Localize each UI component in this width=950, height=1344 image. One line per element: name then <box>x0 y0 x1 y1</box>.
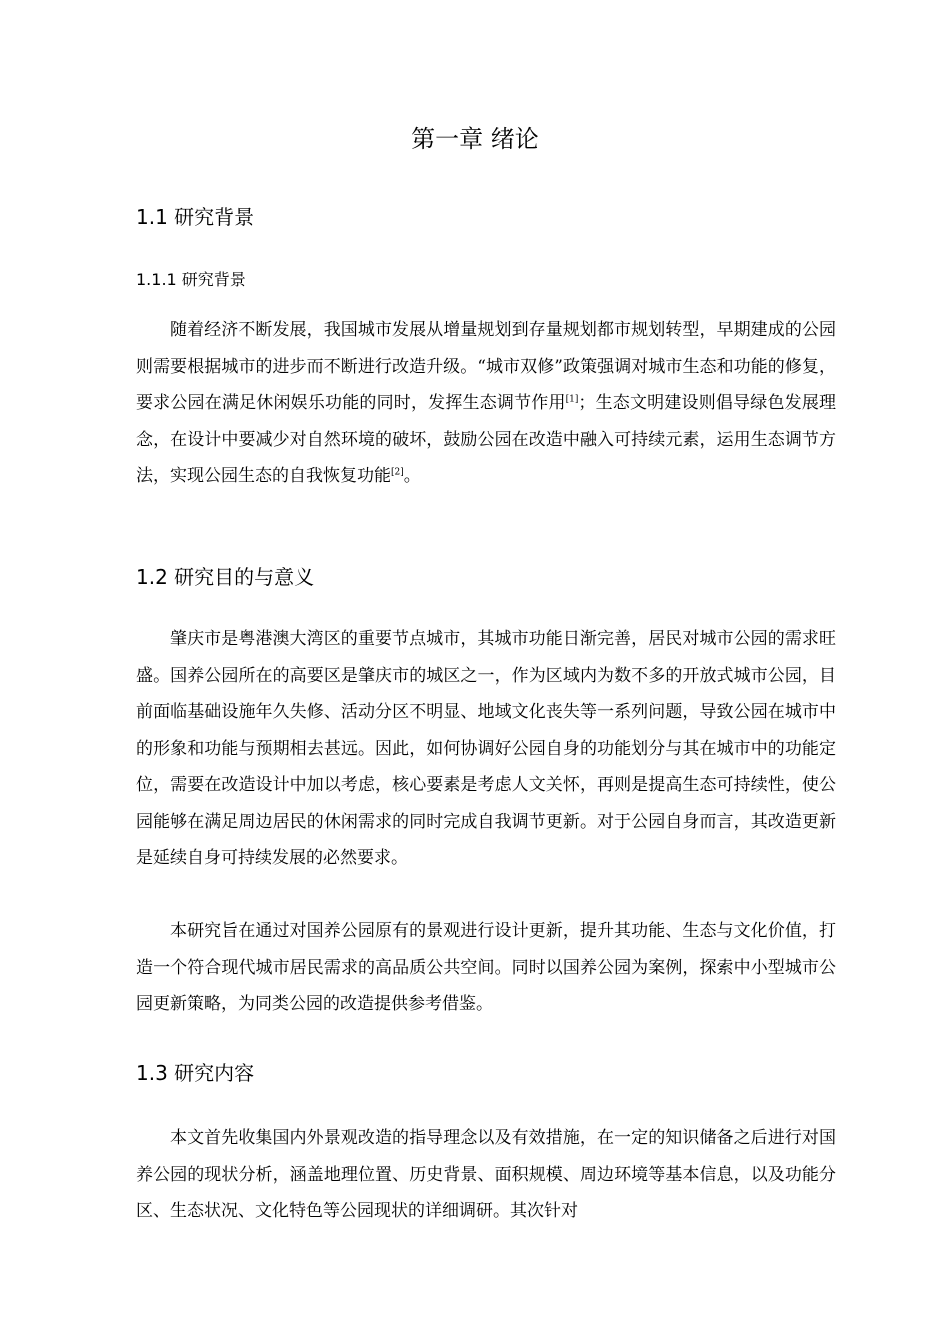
paragraph-content-1: 本文首先收集国内外景观改造的指导理念以及有效措施，在一定的知识储备之后进行对国养公园的现状分析，涵盖地理位置、历史背景、面积规模、周边环境等基本信息，以及功能分区、生态状况、文化特色等公园现状的详细调研。其次针对 <box>136 1128 836 1221</box>
section-heading-1-2: 1.2 研究目的与意义 <box>136 565 315 589</box>
paragraph-background-part1: 随着经济不断发展，我国城市发展从增量规划到存量规划都市规划转型，早期建成的公园则需要根据城市的进步而不断进行改造升级。“城市双修”政策强调对城市生态和功能的修复，要求公园在满足休闲娱乐功能的同时，发挥生态调节作用 <box>136 320 836 413</box>
chapter-title: 第一章 绪论 <box>411 125 539 153</box>
paragraph-purpose-2: 本研究旨在通过对国养公园原有的景观进行设计更新，提升其功能、生态与文化价值，打造一个符合现代城市居民需求的高品质公共空间。同时以国养公园为案例，探索中小型城市公园更新策略，为同类公园的改造提供参考借鉴。 <box>136 921 836 1014</box>
citation-ref-1: [1] <box>565 394 579 405</box>
paragraph-background-part3: 。 <box>403 466 421 486</box>
paragraph-background-part2: ；生态文明建设则倡导绿色发展理念，在设计中要减少对自然环境的破坏，鼓励公园在改造中融入可持续元素，运用生态调节方法，实现公园生态的自我恢复功能 <box>136 393 837 486</box>
paragraph-purpose-1: 肇庆市是粤港澳大湾区的重要节点城市，其城市功能日渐完善，居民对城市公园的需求旺盛。国养公园所在的高要区是肇庆市的城区之一，作为区域内为数不多的开放式城市公园，目前面临基础设施年久失修、活动分区不明显、地域文化丧失等一系列问题，导致公园在城市中的形象和功能与预期相去甚远。因此，如何协调好公园自身的功能划分与其在城市中的功能定位，需要在改造设计中加以考虑，核心要素是考虑人文关怀，再则是提高生态可持续性，使公园能够在满足周边居民的休闲需求的同时完成自我调节更新。对于公园自身而言，其改造更新是延续自身可持续发展的必然要求。 <box>136 629 836 868</box>
subsection-heading-1-1-1: 1.1.1 研究背景 <box>136 270 246 289</box>
section-heading-1-3: 1.3 研究内容 <box>136 1061 255 1085</box>
section-heading-1-1: 1.1 研究背景 <box>136 205 255 229</box>
paragraph-background <box>136 312 836 495</box>
citation-ref-2: [2] <box>391 467 404 478</box>
